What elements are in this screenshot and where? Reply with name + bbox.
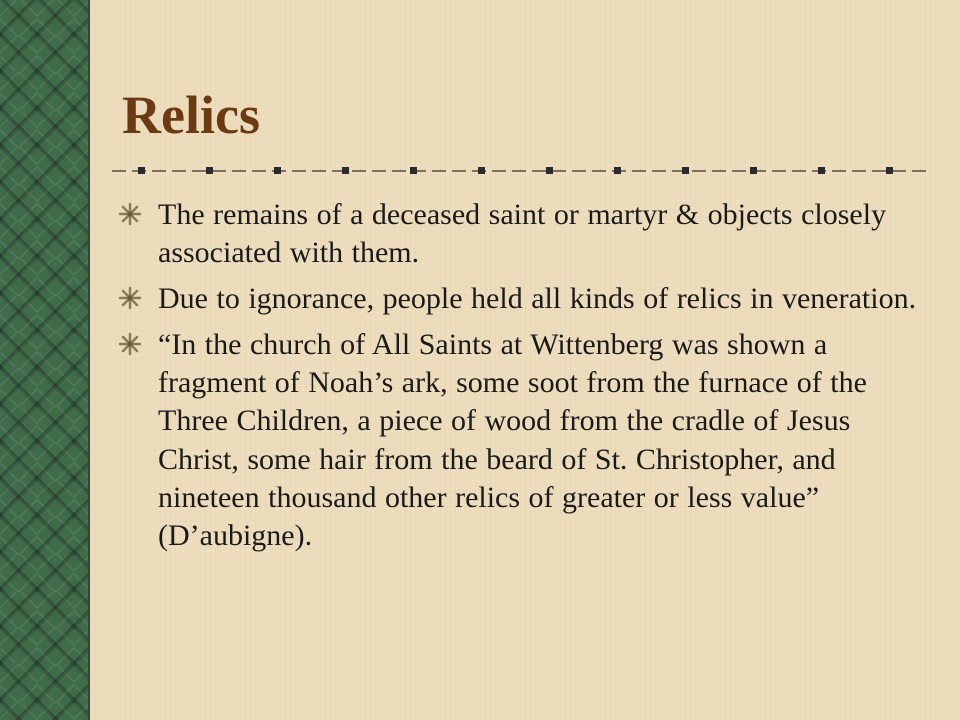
- asterisk-star-icon: [118, 202, 142, 226]
- bullet-text: Due to ignorance, people held all kinds of relics in veneration.: [158, 282, 917, 316]
- bullet-item-2: [118, 280, 918, 318]
- bullet-text: “In the church of All Saints at Wittenberg was shown a fragment of Noah’s ark, some soot from the furnace of the Three Children, a piece of wood from the cradle of Jesus Christ, some hair from the beard of St. Christopher, and nineteen thousand other relics of greater or less value” (D’aubigne).: [158, 328, 867, 552]
- dashed-divider: [112, 164, 930, 178]
- asterisk-star-icon: [118, 332, 142, 356]
- bullet-text: The remains of a deceased saint or martyr & objects closely associated with them.: [158, 198, 887, 270]
- bullet-list: [118, 196, 918, 563]
- bullet-item-3: [118, 326, 918, 555]
- slide-title: Relics: [122, 85, 260, 145]
- decorative-sidebar: [0, 0, 90, 720]
- asterisk-star-icon: [118, 286, 142, 310]
- bullet-item-1: [118, 196, 918, 272]
